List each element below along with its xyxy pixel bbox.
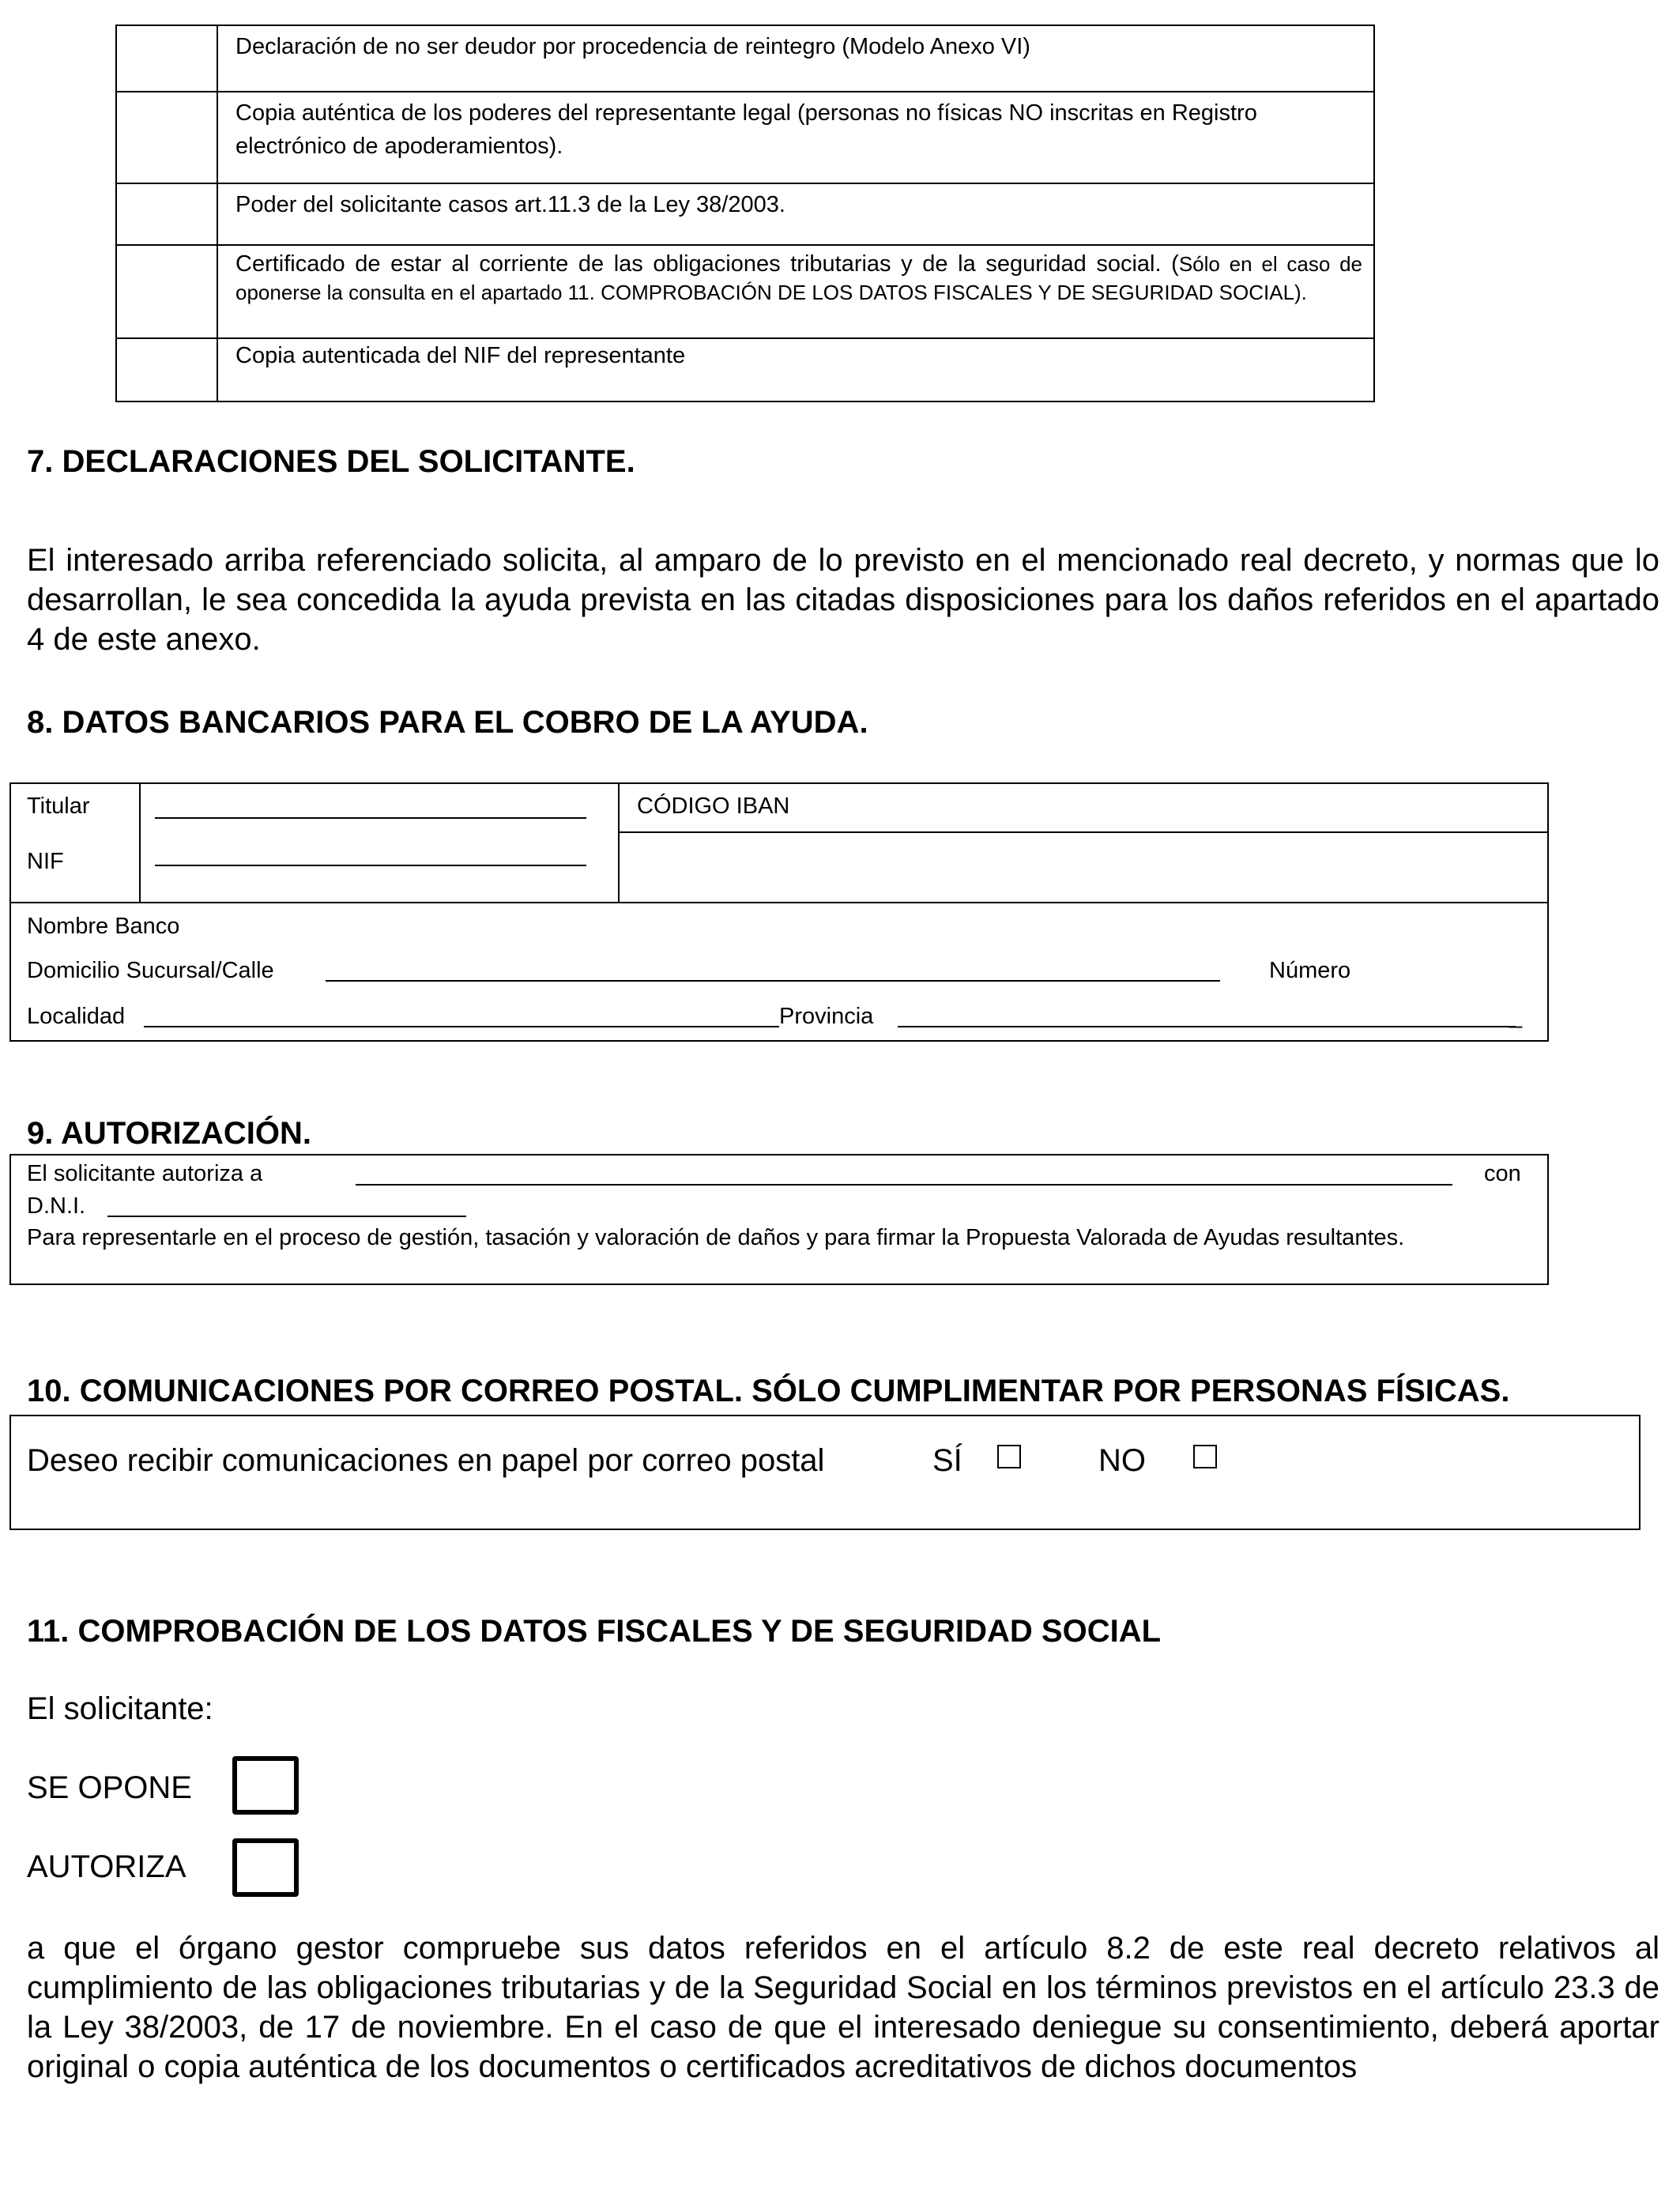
titular-field[interactable] <box>155 817 586 819</box>
si-label: SÍ <box>932 1443 962 1478</box>
document-label: Copia autenticada del NIF del representante <box>217 338 1374 401</box>
iban-field[interactable] <box>621 835 1547 901</box>
dni-field[interactable] <box>107 1216 466 1217</box>
document-label-main: Certificado de estar al corriente de las obligaciones tributarias y de la seguridad social. ( <box>235 251 1179 277</box>
opone-label: SE OPONE <box>27 1770 192 1805</box>
province-field[interactable] <box>898 1026 1516 1027</box>
opone-checkbox[interactable] <box>232 1756 299 1815</box>
divider <box>618 831 1549 833</box>
branch-address-field[interactable] <box>326 980 1220 982</box>
postal-text: Deseo recibir comunicaciones en papel por correo postal <box>27 1443 825 1478</box>
authorizes-label: El solicitante autoriza a <box>27 1161 263 1186</box>
section-11-text: a que el órgano gestor compruebe sus datos referidos en el artículo 8.2 de este real decreto relativos al cumplimiento de las obligaciones tributarias y de la Seguridad Social en los términos previstos en el artículo 23.3 de la Ley 38/2003, de 17 de noviembre. En el caso de que el interesado deniegue su consentimiento, deberá aportar original o copia auténtica de los documentos o certificados acreditativos de dichos documentos <box>27 1931 1659 2084</box>
documents-table <box>115 25 1375 402</box>
dni-label: D.N.I. <box>27 1193 86 1219</box>
bank-name-label: Nombre Banco <box>27 914 180 939</box>
applicant-label: El solicitante: <box>27 1691 213 1726</box>
document-checkbox-cell[interactable] <box>116 25 217 92</box>
table-row <box>116 25 1374 92</box>
section-7-heading: 7. DECLARACIONES DEL SOLICITANTE. <box>27 444 635 479</box>
document-label-note: Sólo en el caso de oponerse la consulta en el apartado 11. COMPROBACIÓN DE LOS DATOS FISCALES Y DE SEGURIDAD SOCIAL). <box>235 252 1362 304</box>
table-row <box>116 245 1374 338</box>
con-label: con <box>1484 1161 1521 1186</box>
document-label: Copia auténtica de los poderes del representante legal (personas no físicas NO inscritas en Registro electrónico de apoderamientos). <box>217 92 1374 183</box>
autoriza-label: AUTORIZA <box>27 1849 186 1884</box>
si-checkbox[interactable] <box>997 1445 1021 1468</box>
document-checkbox-cell[interactable] <box>116 338 217 401</box>
bank-details-box <box>9 782 1549 1042</box>
province-label: Provincia <box>779 1004 874 1029</box>
divider <box>618 782 620 903</box>
authorization-text: Para representarle en el proceso de gestión, tasación y valoración de daños y para firmar la Propuesta Valorada de Ayudas resultantes. <box>27 1225 1405 1250</box>
table-row <box>116 183 1374 245</box>
document-checkbox-cell[interactable] <box>116 92 217 183</box>
autoriza-checkbox[interactable] <box>232 1838 299 1897</box>
document-label: Declaración de no ser deudor por procedencia de reintegro (Modelo Anexo VI) <box>217 25 1374 92</box>
section-7-text: El interesado arriba referenciado solicita, al amparo de lo previsto en el mencionado real decreto, y normas que lo desarrollan, le sea concedida la ayuda prevista en las citadas disposiciones para los daños referidos en el apartado 4 de este anexo. <box>27 543 1659 657</box>
nif-label: NIF <box>27 849 64 874</box>
divider <box>139 782 141 903</box>
divider <box>9 902 1549 903</box>
titular-label: Titular <box>27 794 90 819</box>
locality-field[interactable] <box>144 1026 779 1027</box>
no-label: NO <box>1098 1443 1146 1478</box>
authorized-person-field[interactable] <box>356 1184 1452 1186</box>
document-label <box>217 245 1374 338</box>
branch-address-label: Domicilio Sucursal/Calle <box>27 958 274 983</box>
locality-label: Localidad <box>27 1004 126 1029</box>
section-11-heading: 11. COMPROBACIÓN DE LOS DATOS FISCALES Y DE SEGURIDAD SOCIAL <box>27 1614 1162 1649</box>
number-label: Número <box>1269 958 1351 983</box>
section-8-heading: 8. DATOS BANCARIOS PARA EL COBRO DE LA AYUDA. <box>27 705 868 740</box>
nif-field[interactable] <box>155 865 586 866</box>
document-checkbox-cell[interactable] <box>116 183 217 245</box>
iban-label: CÓDIGO IBAN <box>637 794 790 819</box>
section-9-heading: 9. AUTORIZACIÓN. <box>27 1116 312 1151</box>
no-checkbox[interactable] <box>1193 1445 1217 1468</box>
document-label: Poder del solicitante casos art.11.3 de la Ley 38/2003. <box>217 183 1374 245</box>
province-tail: _ <box>1509 1004 1523 1029</box>
table-row <box>116 92 1374 183</box>
section-10-heading: 10. COMUNICACIONES POR CORREO POSTAL. SÓLO CUMPLIMENTAR POR PERSONAS FÍSICAS. <box>27 1374 1510 1408</box>
document-checkbox-cell[interactable] <box>116 245 217 338</box>
table-row <box>116 338 1374 401</box>
